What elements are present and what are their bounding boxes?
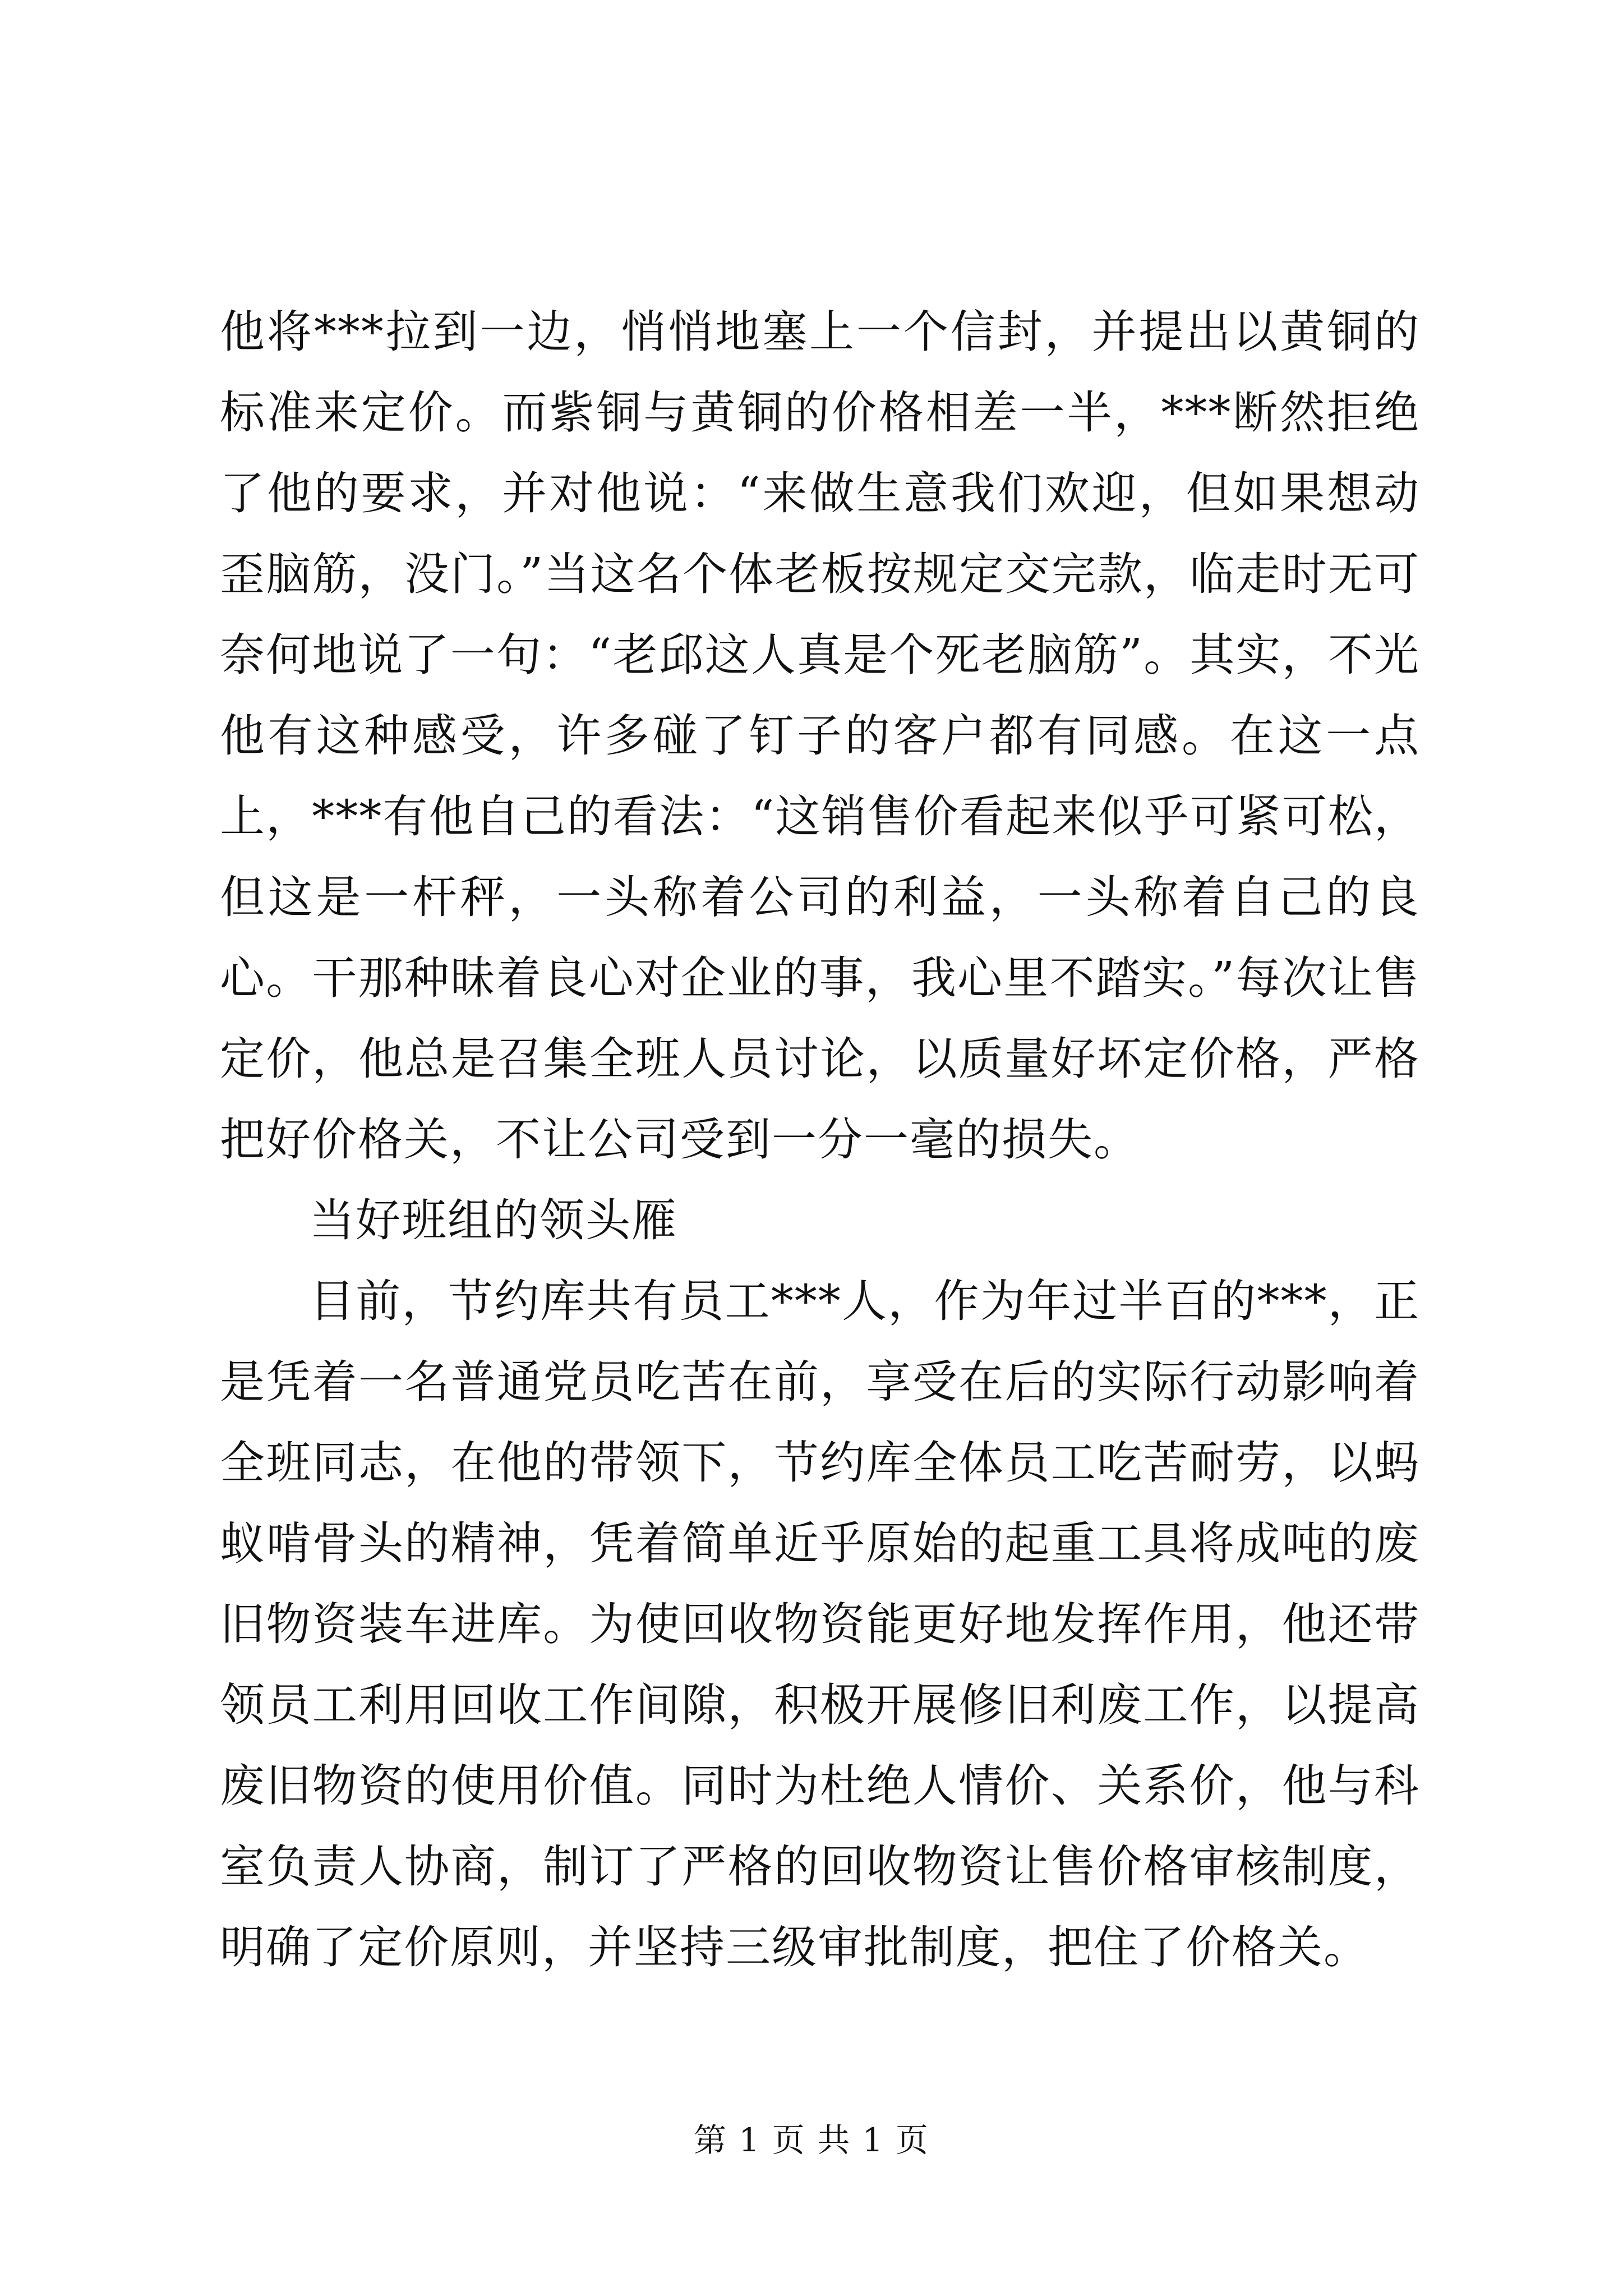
paragraph-team-leader: 目前，节约库共有员工***人，作为年过半百的***，正是凭着一名普通党员吃苦在前，享受在后的实际行动影响着全班同志，在他的带领下，节约库全体员工吃苦耐劳，以蚂蚁啃骨头的精神，凭着简单近乎原始的起重工具将成吨的废旧物资装车进库。为使回收物资能更好地发挥作用，他还带领员工利用回收工作间隙，积极开展修旧利废工作，以提高废旧物资的使用价值。同时为杜绝人情价、关系价，他与科室负责人协商，制订了严格的回收物资让售价格审核制度，明确了定价原则，并坚持三级审批制度，把住了价格关。: [220, 1275, 1420, 1973]
section-heading: 当好班组的领头雁: [310, 1194, 677, 1246]
paragraph-price-story: 他将***拉到一边，悄悄地塞上一个信封，并提出以黄铜的标准来定价。而紫铜与黄铜的价格相差一半，***断然拒绝了他的要求，并对他说：“来做生意我们欢迎，但如果想动歪脑筋，没门。”当这名个体老板按规定交完款，临走时无可奈何地说了一句：“老邱这人真是个死老脑筋”。其实，不光他有这种感受，许多碰了钉子的客户都有同感。在这一点上，***有他自己的看法：“这销售价看起来似乎可紧可松，但这是一杆秤，一头称着公司的利益，一头称着自己的良心。干那种昧着良心对企业的事，我心里不踏实。”每次让售定价，他总是召集全班人员讨论，以质量好坏定价格，严格把好价格关，不让公司受到一分一毫的损失。: [220, 306, 1420, 1166]
page-footer: 第 1 页 共 1 页: [694, 2121, 929, 2159]
document-body: [220, 292, 1420, 1988]
